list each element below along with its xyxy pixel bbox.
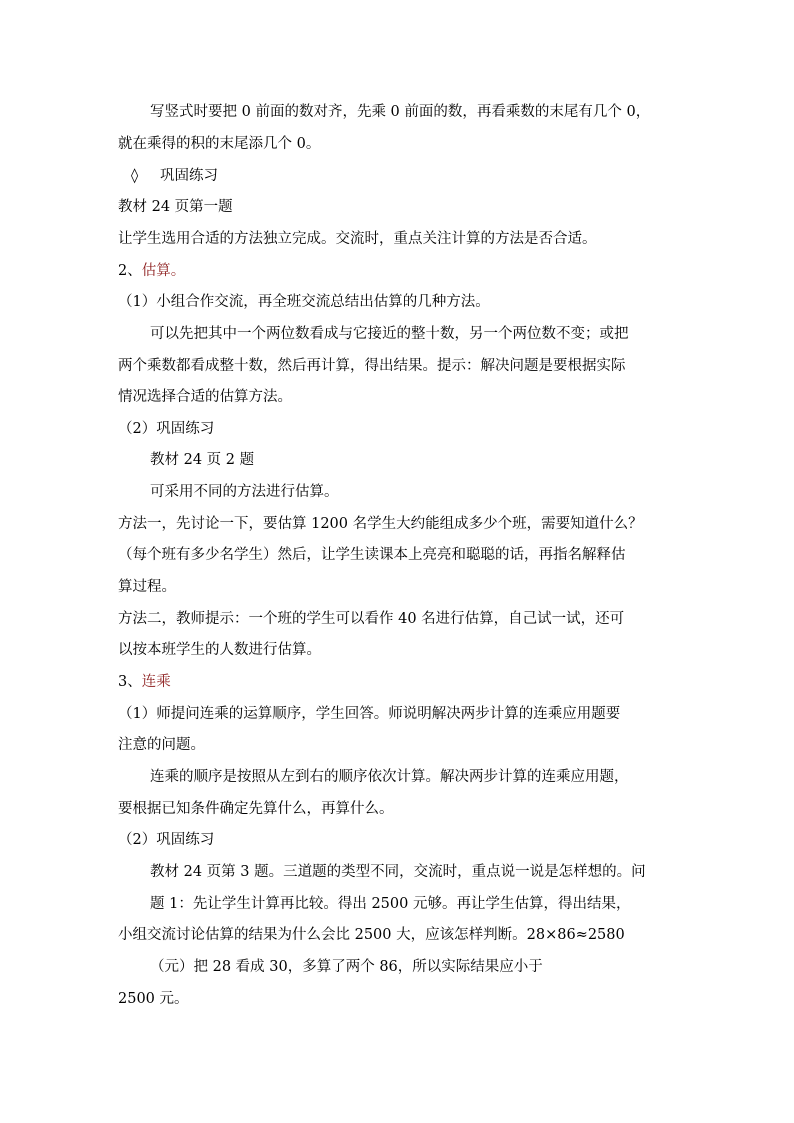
paragraph-line: 情况选择合适的估算方法。 xyxy=(118,389,292,405)
paragraph-line: 方法一，先讨论一下，要估算 1200 名学生大约能组成多少个班，需要知道什么？ xyxy=(118,516,643,532)
paragraph-line: 可采用不同的方法进行估算。 xyxy=(150,484,339,500)
section-title: 估算。 xyxy=(141,263,186,279)
paragraph-line: （1）师提问连乘的运算顺序，学生回答。师说明解决两步计算的连乘应用题要 xyxy=(118,706,621,722)
paragraph-line: （每个班有多少名学生）然后，让学生读课本上亮亮和聪聪的话，再指名解释估 xyxy=(118,547,626,563)
paragraph-line: 教材 24 页第 3 题。三道题的类型不同，交流时，重点说一说是怎样想的。问 xyxy=(150,864,646,880)
bullet-diamond-icon: ◊ xyxy=(131,168,139,184)
paragraph-line: （2）巩固练习 xyxy=(118,832,215,848)
paragraph-line: 要根据已知条件确定先算什么，再算什么。 xyxy=(118,801,394,817)
section-title: 连乘 xyxy=(141,674,171,690)
paragraph-line: 两个乘数都看成整十数，然后再计算，得出结果。提示：解决问题是要根据实际 xyxy=(118,358,626,374)
section-heading-estimation xyxy=(118,261,185,281)
paragraph-line: 写竖式时要把 0 前面的数对齐，先乘 0 前面的数，再看乘数的末尾有几个 0， xyxy=(150,104,651,120)
paragraph-line: 小组交流讨论估算的结果为什么会比 2500 大，应该怎样判断。28×86≈2580 xyxy=(118,927,625,943)
section-number: 3、 xyxy=(118,674,142,690)
paragraph-line: 2500 元。 xyxy=(118,991,189,1007)
section-number: 2、 xyxy=(118,263,142,279)
paragraph-line: 教材 24 页 2 题 xyxy=(150,452,255,468)
paragraph-line: 教材 24 页第一题 xyxy=(118,199,233,215)
paragraph-line: （2）巩固练习 xyxy=(118,421,215,437)
subheading-practice: 巩固练习 xyxy=(160,168,218,184)
paragraph-line: 方法二，教师提示：一个班的学生可以看作 40 名进行估算，自己试一试，还可 xyxy=(118,611,625,627)
paragraph-line: 算过程。 xyxy=(118,579,176,595)
paragraph-line: （1）小组合作交流，再全班交流总结出估算的几种方法。 xyxy=(118,294,490,310)
paragraph-line: 注意的问题。 xyxy=(118,737,205,753)
paragraph-line: 连乘的顺序是按照从左到右的顺序依次计算。解决两步计算的连乘应用题， xyxy=(150,769,629,785)
paragraph-line: 以按本班学生的人数进行估算。 xyxy=(118,642,321,658)
paragraph-line: 让学生选用合适的方法独立完成。交流时，重点关注计算的方法是否合适。 xyxy=(118,231,597,247)
section-heading-continuous-multiplication xyxy=(118,672,171,692)
paragraph-line: 题 1：先让学生计算再比较。得出 2500 元够。再让学生估算，得出结果， xyxy=(150,896,631,912)
paragraph-line: 可以先把其中一个两位数看成与它接近的整十数，另一个两位数不变；或把 xyxy=(150,326,629,342)
paragraph-line: 就在乘得的积的末尾添几个 0。 xyxy=(118,136,321,152)
paragraph-line: （元）把 28 看成 30，多算了两个 86，所以实际结果应小于 xyxy=(150,959,543,975)
